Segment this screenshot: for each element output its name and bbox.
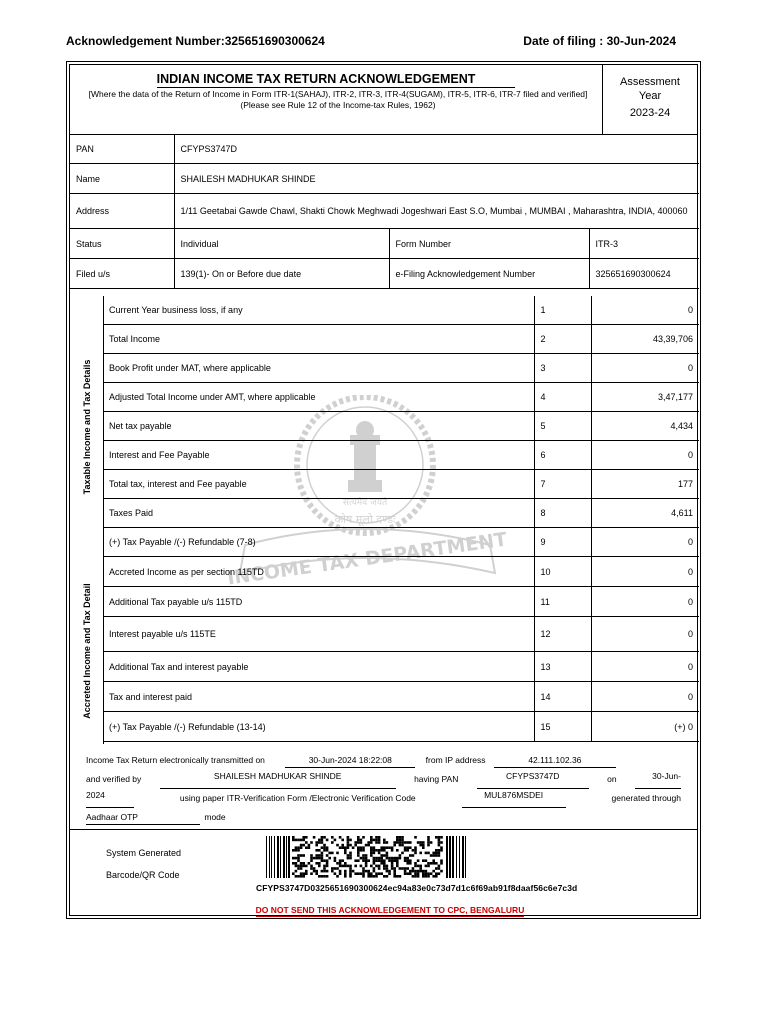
- taxable-row-value: 0: [591, 528, 699, 557]
- taxable-row-value: 4,434: [591, 412, 699, 441]
- accreted-row-value: 0: [591, 557, 699, 587]
- taxable-row: [103, 296, 699, 325]
- warning: [222, 905, 558, 915]
- taxable-row: [103, 325, 699, 354]
- divider: [70, 829, 697, 830]
- having-pan-text: having PAN: [414, 774, 459, 784]
- status-value: Individual: [174, 229, 389, 259]
- taxable-row-label: Interest and Fee Payable: [103, 441, 534, 470]
- name-label: Name: [70, 164, 174, 194]
- form-header: [70, 65, 697, 135]
- accreted-row-value: 0: [591, 682, 699, 712]
- taxable-row-value: 3,47,177: [591, 383, 699, 412]
- taxable-row-no: 1: [534, 296, 591, 325]
- verification-line-2: [86, 770, 681, 789]
- taxable-row-value: 0: [591, 354, 699, 383]
- filed-label: Filed u/s: [70, 259, 174, 289]
- taxable-row-no: 2: [534, 325, 591, 354]
- barcode-image: [266, 836, 466, 878]
- top-line: [66, 34, 676, 48]
- ack-number: 325651690300624: [224, 34, 325, 48]
- accreted-row-label: (+) Tax Payable /(-) Refundable (13-14): [103, 712, 534, 742]
- taxable-row-label: Adjusted Total Income under AMT, where applicable: [103, 383, 534, 412]
- accreted-row-label: Accreted Income as per section 115TD: [103, 557, 534, 587]
- verification-code: MUL876MSDEI: [462, 789, 566, 808]
- accreted-row-label: Interest payable u/s 115TE: [103, 617, 534, 652]
- accreted-row-no: 13: [534, 652, 591, 682]
- taxable-row-label: Current Year business loss, if any: [103, 296, 534, 325]
- transmitted-datetime: 30-Jun-2024 18:22:08: [285, 754, 415, 768]
- taxable-row: [103, 499, 699, 528]
- mode-text: mode: [204, 812, 226, 822]
- transmitted-text: Income Tax Return electronically transmitted on: [86, 755, 265, 765]
- verification-block: [70, 751, 697, 827]
- taxable-row: [103, 354, 699, 383]
- address-label: Address: [70, 194, 174, 229]
- efile-ack-label: e-Filing Acknowledgement Number: [389, 259, 589, 289]
- verified-by-text: and verified by: [86, 774, 142, 784]
- barcode-code: CFYPS3747D0325651690300624ec94a83e0c73d7d1c6f69ab91f8daaf56c6e7c3d: [256, 883, 578, 893]
- accreted-row-no: 11: [534, 587, 591, 617]
- warning-text: DO NOT SEND THIS ACKNOWLEDGEMENT TO CPC, BENGALURU: [255, 905, 525, 915]
- barcode-block: [70, 834, 697, 893]
- taxable-row-label: Taxes Paid: [103, 499, 534, 528]
- verification-line-4: [86, 808, 681, 827]
- accreted-row-value: 0: [591, 617, 699, 652]
- taxable-row-no: 3: [534, 354, 591, 383]
- taxable-row: [103, 528, 699, 557]
- taxable-row: [103, 383, 699, 412]
- accreted-row: [103, 587, 699, 617]
- taxable-row-label: Book Profit under MAT, where applicable: [103, 354, 534, 383]
- accreted-row: [103, 682, 699, 712]
- date-of-filing: [523, 34, 676, 48]
- status-label: Status: [70, 229, 174, 259]
- generated-through-text: generated through: [611, 793, 681, 803]
- taxable-row-value: 0: [591, 441, 699, 470]
- on-text: on: [607, 774, 617, 784]
- accreted-row-no: 12: [534, 617, 591, 652]
- taxable-row-value: 177: [591, 470, 699, 499]
- form-number-value: ITR-3: [589, 229, 699, 259]
- accreted-row: [103, 617, 699, 652]
- taxable-row-label: Total Income: [103, 325, 534, 354]
- form-title-text: INDIAN INCOME TAX RETURN ACKNOWLEDGEMENT: [157, 72, 516, 88]
- taxable-income-table: [103, 296, 699, 557]
- accreted-row: [103, 712, 699, 742]
- taxable-row-no: 5: [534, 412, 591, 441]
- subtitle-rule: (Please see Rule 12 of the Income-tax Rules, 1962): [240, 100, 436, 110]
- verified-by-name: SHAILESH MADHUKAR SHINDE: [160, 770, 396, 789]
- taxable-income-section: [70, 296, 699, 557]
- taxable-row-label: Net tax payable: [103, 412, 534, 441]
- address-value: 1/11 Geetabai Gawde Chawl, Shakti Chowk Meghwadi Jogeshwari East S.O, Mumbai , MUMBAI , Maharashtra, INDIA, 400060: [174, 194, 699, 229]
- taxable-row: [103, 470, 699, 499]
- verification-method-text: using paper ITR-Verification Form /Electronic Verification Code: [179, 793, 416, 803]
- accreted-income-table: [103, 557, 699, 742]
- seal-hindi: कोष मूलो दण्डः: [334, 513, 396, 526]
- taxable-heading-text: Taxable Income and Tax Details: [81, 359, 92, 494]
- accreted-row-value: (+) 0: [591, 712, 699, 742]
- seal-ribbon-text: INCOME TAX DEPARTMENT: [225, 528, 509, 590]
- accreted-row: [103, 652, 699, 682]
- verification-line-3: [86, 789, 681, 808]
- form-title: [70, 72, 602, 86]
- accreted-row-no: 14: [534, 682, 591, 712]
- taxable-row-value: 0: [591, 296, 699, 325]
- barcode-label-1: System Generated: [106, 848, 182, 858]
- date-label: Date of filing :: [523, 34, 607, 48]
- pan-value: CFYPS3747D: [174, 134, 699, 164]
- accreted-income-section: [70, 557, 699, 744]
- accreted-heading-text: Accreted Income and Tax Detail: [81, 582, 92, 719]
- taxable-row-label: Total tax, interest and Fee payable: [103, 470, 534, 499]
- seal-motto: सत्यमेव जयते: [342, 498, 388, 508]
- ip-text: from IP address: [425, 755, 486, 765]
- ack-label: Acknowledgement Number:: [66, 34, 225, 48]
- form-number-label: Form Number: [389, 229, 589, 259]
- accreted-row-no: 10: [534, 557, 591, 587]
- taxable-row: [103, 412, 699, 441]
- taxable-row: [103, 441, 699, 470]
- verified-date-part-1: 30-Jun-: [635, 770, 681, 789]
- taxable-row-value: 4,611: [591, 499, 699, 528]
- taxable-row-no: 6: [534, 441, 591, 470]
- verification-line-1: [86, 751, 681, 770]
- taxable-row-no: 8: [534, 499, 591, 528]
- taxable-row-label: (+) Tax Payable /(-) Refundable (7-8): [103, 528, 534, 557]
- verified-pan: CFYPS3747D: [477, 770, 589, 789]
- accreted-row-value: 0: [591, 587, 699, 617]
- accreted-row-label: Additional Tax payable u/s 115TD: [103, 587, 534, 617]
- form-inner: [69, 64, 698, 916]
- ay-value: 2023-24: [629, 107, 671, 119]
- accreted-row-no: 15: [534, 712, 591, 742]
- taxable-section-heading: [70, 296, 104, 557]
- filed-row: [70, 259, 699, 289]
- taxable-row-no: 9: [534, 528, 591, 557]
- taxable-row-no: 4: [534, 383, 591, 412]
- subtitle-forms: [Where the data of the Return of Income in Form ITR-1(SAHAJ), ITR-2, ITR-3, ITR-4(SUGAM), ITR-5, ITR-6, ITR-7 filed and verified]: [88, 89, 588, 99]
- ip-address: 42.111.102.36: [494, 754, 616, 768]
- accreted-row-value: 0: [591, 652, 699, 682]
- verified-date-part-2: 2024: [86, 789, 134, 808]
- efile-ack-value: 325651690300624: [589, 259, 699, 289]
- pan-row: [70, 134, 699, 164]
- address-row: [70, 194, 699, 229]
- date-value: 30-Jun-2024: [606, 34, 676, 48]
- taxable-row-no: 7: [534, 470, 591, 499]
- status-row: [70, 229, 699, 259]
- pan-label: PAN: [70, 134, 174, 164]
- accreted-row-label: Additional Tax and interest payable: [103, 652, 534, 682]
- barcode-label-2: Barcode/QR Code: [106, 870, 180, 880]
- filed-value: 139(1)- On or Before due date: [174, 259, 389, 289]
- acknowledgement-form: [66, 61, 701, 919]
- accreted-row-label: Tax and interest paid: [103, 682, 534, 712]
- ay-label-1: Assessment: [620, 76, 680, 88]
- accreted-row: [103, 557, 699, 587]
- form-subtitle: [78, 89, 598, 111]
- accreted-section-heading: [70, 557, 104, 744]
- taxpayer-info-table: [70, 134, 699, 289]
- name-value: SHAILESH MADHUKAR SHINDE: [174, 164, 699, 194]
- name-row: [70, 164, 699, 194]
- taxable-row-value: 43,39,706: [591, 325, 699, 354]
- assessment-year: [602, 65, 697, 134]
- verification-mode: Aadhaar OTP: [86, 811, 200, 825]
- ay-label-2: Year: [638, 90, 662, 102]
- acknowledgement-number: [66, 34, 325, 48]
